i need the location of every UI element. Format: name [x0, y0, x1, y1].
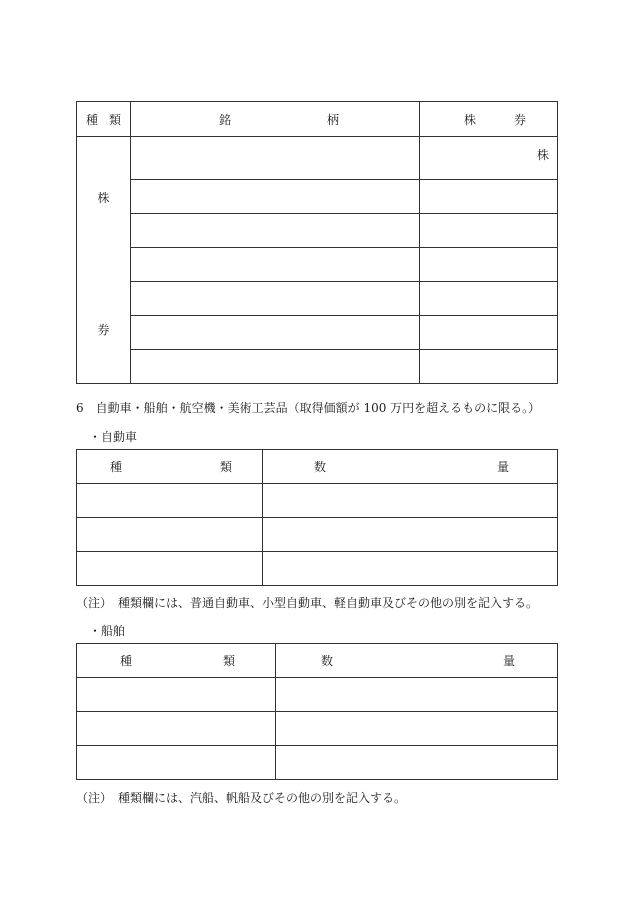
stock-brand-cell[interactable] — [131, 137, 420, 180]
stock-brand-cell[interactable] — [131, 350, 420, 384]
stock-count-cell[interactable] — [420, 282, 558, 316]
ship-row — [77, 712, 558, 746]
stock-header-type — [77, 102, 131, 137]
car-header-type — [77, 450, 263, 484]
car-type-cell[interactable] — [77, 484, 263, 518]
ship-header-row — [77, 644, 558, 678]
car-header-quantity-2: 量 — [496, 460, 509, 474]
car-header-quantity — [263, 450, 558, 484]
ship-type-cell[interactable] — [77, 678, 276, 712]
stock-brand-cell[interactable] — [131, 214, 420, 248]
stock-brand-cell[interactable] — [131, 248, 420, 282]
ship-header-type — [77, 644, 276, 678]
stock-count-cell[interactable] — [420, 316, 558, 350]
stock-side-label-top: 株 — [97, 191, 110, 205]
stock-header-type-1: 種 — [86, 112, 99, 127]
car-row — [77, 552, 558, 586]
car-row — [77, 518, 558, 552]
ship-table — [76, 643, 558, 780]
ship-header-quantity-1: 数 — [321, 654, 334, 668]
cars-note: （注） 種類欄には、普通自動車、小型自動車、軽自動車及びその他の別を記入する。 — [76, 596, 539, 610]
stock-count-cell[interactable] — [420, 214, 558, 248]
ship-header-type-2: 類 — [222, 654, 235, 668]
stock-header-row — [77, 102, 558, 137]
stock-count-cell[interactable] — [420, 350, 558, 384]
stock-header-brand-1: 銘 — [219, 112, 232, 127]
ship-type-cell[interactable] — [77, 712, 276, 746]
stock-header-type-2: 類 — [108, 112, 121, 127]
ship-header-quantity-2: 量 — [502, 654, 515, 668]
stock-table — [76, 101, 558, 384]
stock-brand-cell[interactable] — [131, 180, 420, 214]
stock-row — [77, 316, 558, 350]
car-quantity-cell[interactable] — [263, 484, 558, 518]
car-quantity-cell[interactable] — [263, 518, 558, 552]
section6-heading: 6 自動車・船舶・航空機・美術工芸品（取得価額が 100 万円を超えるものに限る。） — [76, 401, 541, 415]
car-row — [77, 484, 558, 518]
stock-row — [77, 214, 558, 248]
stock-count-cell[interactable] — [420, 180, 558, 214]
stock-row — [77, 282, 558, 316]
ships-label: ・船舶 — [89, 624, 126, 638]
stock-unit-label: 株 — [536, 148, 549, 162]
stock-side-label-cell — [77, 137, 131, 384]
stock-side-label-bottom: 券 — [97, 323, 110, 337]
stock-row — [77, 350, 558, 384]
ship-header-quantity — [276, 644, 558, 678]
car-quantity-cell[interactable] — [263, 552, 558, 586]
ship-quantity-cell[interactable] — [276, 678, 558, 712]
stock-row — [77, 248, 558, 282]
stock-row — [77, 180, 558, 214]
ships-note: （注） 種類欄には、汽船、帆船及びその他の別を記入する。 — [76, 791, 407, 805]
stock-header-certificate-2: 券 — [513, 112, 526, 127]
ship-quantity-cell[interactable] — [276, 712, 558, 746]
stock-count-cell[interactable] — [420, 137, 558, 180]
ship-row — [77, 746, 558, 780]
stock-header-brand-2: 柄 — [326, 112, 339, 127]
car-header-type-2: 類 — [219, 460, 232, 474]
stock-header-brand — [131, 102, 420, 137]
stock-header-certificate — [420, 102, 558, 137]
car-header-row — [77, 450, 558, 484]
ship-row — [77, 678, 558, 712]
car-table — [76, 449, 558, 586]
car-header-type-1: 種 — [110, 460, 123, 474]
stock-header-certificate-1: 株 — [464, 112, 477, 127]
car-type-cell[interactable] — [77, 518, 263, 552]
ship-quantity-cell[interactable] — [276, 746, 558, 780]
stock-row — [77, 137, 558, 180]
cars-label: ・自動車 — [89, 430, 138, 444]
stock-count-cell[interactable] — [420, 248, 558, 282]
stock-brand-cell[interactable] — [131, 316, 420, 350]
car-type-cell[interactable] — [77, 552, 263, 586]
ship-type-cell[interactable] — [77, 746, 276, 780]
car-header-quantity-1: 数 — [314, 460, 327, 474]
ship-header-type-1: 種 — [120, 654, 133, 668]
stock-brand-cell[interactable] — [131, 282, 420, 316]
